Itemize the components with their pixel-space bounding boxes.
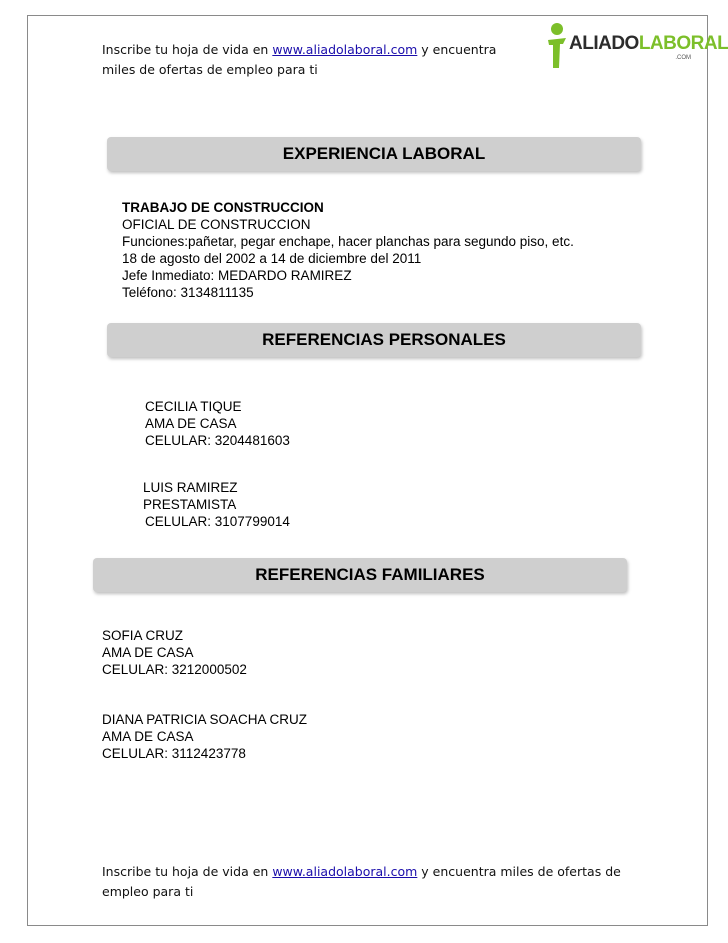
ref-phone: CELULAR: 3204481603 xyxy=(145,433,290,448)
promo-header xyxy=(102,40,532,80)
experience-duties: Funciones:pañetar, pegar enchape, hacer planchas para segundo piso, etc. xyxy=(122,234,574,249)
personal-ref-item xyxy=(145,398,290,449)
aliadolaboral-logo xyxy=(543,20,728,72)
section-title-personal-refs: REFERENCIAS PERSONALES xyxy=(262,330,506,349)
ref-phone: CELULAR: 3107799014 xyxy=(145,514,290,529)
promo-line2: empleo para ti xyxy=(102,884,194,899)
ref-occupation: PRESTAMISTA xyxy=(143,497,237,512)
family-ref-item xyxy=(102,711,307,762)
logo-part1: ALIADO xyxy=(569,33,639,54)
family-ref-item xyxy=(102,627,247,678)
personal-ref-item xyxy=(143,479,290,530)
logo-wordmark xyxy=(569,33,728,55)
section-header-family-refs xyxy=(93,558,627,592)
ref-name: LUIS RAMIREZ xyxy=(143,480,238,495)
section-header-personal-refs xyxy=(107,323,641,357)
promo-footer xyxy=(102,862,662,902)
experience-boss: Jefe Inmediato: MEDARDO RAMIREZ xyxy=(122,268,352,283)
experience-company: TRABAJO DE CONSTRUCCION xyxy=(122,200,324,215)
section-title-family-refs: REFERENCIAS FAMILIARES xyxy=(255,565,485,584)
section-header-experience xyxy=(107,137,641,171)
ref-occupation: AMA DE CASA xyxy=(102,729,194,744)
aliadolaboral-link[interactable]: www.aliadolaboral.com xyxy=(272,864,418,879)
ref-phone: CELULAR: 3212000502 xyxy=(102,662,247,677)
aliadolaboral-link[interactable]: www.aliadolaboral.com xyxy=(272,42,418,57)
experience-entry xyxy=(122,199,574,301)
experience-position: OFICIAL DE CONSTRUCCION xyxy=(122,217,311,232)
ref-occupation: AMA DE CASA xyxy=(145,416,237,431)
section-title-experience: EXPERIENCIA LABORAL xyxy=(282,144,486,163)
person-icon xyxy=(543,20,569,72)
promo-text: Inscribe tu hoja de vida en xyxy=(102,864,273,879)
promo-text-end: y encuentra xyxy=(417,42,497,57)
ref-occupation: AMA DE CASA xyxy=(102,645,194,660)
ref-phone: CELULAR: 3112423778 xyxy=(102,746,246,761)
promo-text: Inscribe tu hoja de vida en xyxy=(102,42,273,57)
ref-name: CECILIA TIQUE xyxy=(145,399,242,414)
experience-phone: Teléfono: 3134811135 xyxy=(122,285,254,300)
logo-suffix: .COM xyxy=(675,55,691,61)
ref-name: SOFIA CRUZ xyxy=(102,628,184,643)
experience-period: 18 de agosto del 2002 a 14 de diciembre del 2011 xyxy=(122,251,422,266)
promo-text-end: y encuentra miles de ofertas de xyxy=(417,864,621,879)
logo-part2: LABORAL xyxy=(638,33,728,54)
ref-name: DIANA PATRICIA SOACHA CRUZ xyxy=(102,712,308,727)
promo-line2: miles de ofertas de empleo para ti xyxy=(102,62,318,77)
